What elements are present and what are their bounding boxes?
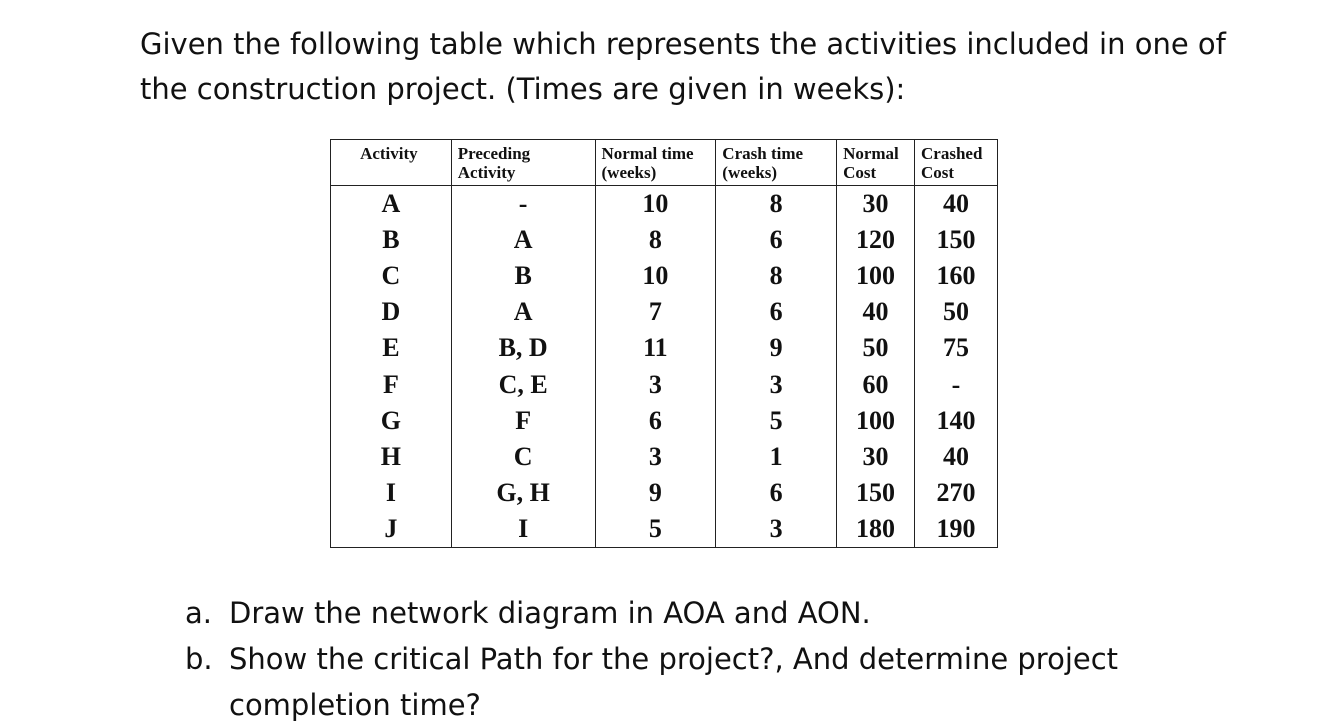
cell-crash-time: 6 [716, 294, 837, 330]
cell-normal-time: 3 [595, 366, 716, 402]
table-row [331, 258, 998, 294]
cell-normal-cost: 120 [837, 222, 915, 258]
table-row [331, 330, 998, 366]
cell-crashed-cost: 140 [915, 403, 998, 439]
cell-normal-cost: 30 [837, 439, 915, 475]
problem-statement [140, 22, 1260, 112]
question-b [185, 636, 1185, 728]
header-normal-time: Normal time (weeks) [595, 140, 716, 186]
question-marker: b. [185, 642, 213, 676]
table-row [331, 439, 998, 475]
cell-preceding-activity: C [451, 439, 595, 475]
table-row [331, 366, 998, 402]
table-row [331, 186, 998, 223]
cell-normal-cost: 50 [837, 330, 915, 366]
cell-normal-time: 3 [595, 439, 716, 475]
header-normal-cost: Normal Cost [837, 140, 915, 186]
cell-normal-time: 7 [595, 294, 716, 330]
cell-activity: D [331, 294, 452, 330]
cell-normal-time: 10 [595, 186, 716, 223]
question-a [185, 590, 1185, 636]
cell-preceding-activity: B [451, 258, 595, 294]
table-row [331, 294, 998, 330]
cell-normal-time: 5 [595, 511, 716, 548]
question-list [185, 590, 1185, 728]
cell-crash-time: 9 [716, 330, 837, 366]
cell-crashed-cost: 40 [915, 186, 998, 223]
cell-preceding-activity: B, D [451, 330, 595, 366]
cell-preceding-activity: F [451, 403, 595, 439]
table-row [331, 511, 998, 548]
table-row [331, 475, 998, 511]
header-crash-time: Crash time (weeks) [716, 140, 837, 186]
cell-activity: H [331, 439, 452, 475]
problem-statement-line-1: Given the following table which represents the activities included in one of [140, 27, 1226, 61]
cell-crash-time: 1 [716, 439, 837, 475]
cell-activity: C [331, 258, 452, 294]
question-marker: a. [185, 596, 212, 630]
cell-normal-time: 9 [595, 475, 716, 511]
cell-preceding-activity: G, H [451, 475, 595, 511]
cell-normal-cost: 100 [837, 258, 915, 294]
cell-normal-cost: 180 [837, 511, 915, 548]
table-row [331, 403, 998, 439]
cell-preceding-activity: I [451, 511, 595, 548]
cell-normal-time: 6 [595, 403, 716, 439]
header-crashed-cost: Crashed Cost [915, 140, 998, 186]
problem-statement-line-2: the construction project. (Times are given in weeks): [140, 72, 906, 106]
cell-normal-cost: 100 [837, 403, 915, 439]
header-preceding-activity: Preceding Activity [451, 140, 595, 186]
question-text: Show the critical Path for the project?, And determine project completion time? [229, 642, 1119, 722]
header-activity: Activity [331, 140, 452, 186]
cell-normal-cost: 60 [837, 366, 915, 402]
cell-activity: J [331, 511, 452, 548]
cell-normal-time: 8 [595, 222, 716, 258]
cell-crash-time: 8 [716, 258, 837, 294]
cell-normal-cost: 30 [837, 186, 915, 223]
cell-crashed-cost: - [915, 366, 998, 402]
cell-crash-time: 3 [716, 366, 837, 402]
cell-crash-time: 6 [716, 475, 837, 511]
cell-preceding-activity: A [451, 294, 595, 330]
cell-crashed-cost: 270 [915, 475, 998, 511]
table-header-row [331, 140, 998, 186]
cell-activity: A [331, 186, 452, 223]
cell-crash-time: 6 [716, 222, 837, 258]
table-row [331, 222, 998, 258]
cell-activity: I [331, 475, 452, 511]
cell-preceding-activity: A [451, 222, 595, 258]
cell-activity: G [331, 403, 452, 439]
cell-crashed-cost: 160 [915, 258, 998, 294]
cell-crash-time: 5 [716, 403, 837, 439]
activities-table [330, 139, 998, 548]
cell-activity: F [331, 366, 452, 402]
cell-crash-time: 8 [716, 186, 837, 223]
cell-crashed-cost: 150 [915, 222, 998, 258]
cell-preceding-activity: C, E [451, 366, 595, 402]
cell-crashed-cost: 190 [915, 511, 998, 548]
cell-crashed-cost: 50 [915, 294, 998, 330]
question-text: Draw the network diagram in AOA and AON. [229, 596, 871, 630]
cell-activity: E [331, 330, 452, 366]
cell-crash-time: 3 [716, 511, 837, 548]
cell-normal-cost: 150 [837, 475, 915, 511]
cell-crashed-cost: 40 [915, 439, 998, 475]
cell-normal-time: 10 [595, 258, 716, 294]
cell-preceding-activity: - [451, 186, 595, 223]
cell-normal-time: 11 [595, 330, 716, 366]
cell-normal-cost: 40 [837, 294, 915, 330]
cell-activity: B [331, 222, 452, 258]
cell-crashed-cost: 75 [915, 330, 998, 366]
